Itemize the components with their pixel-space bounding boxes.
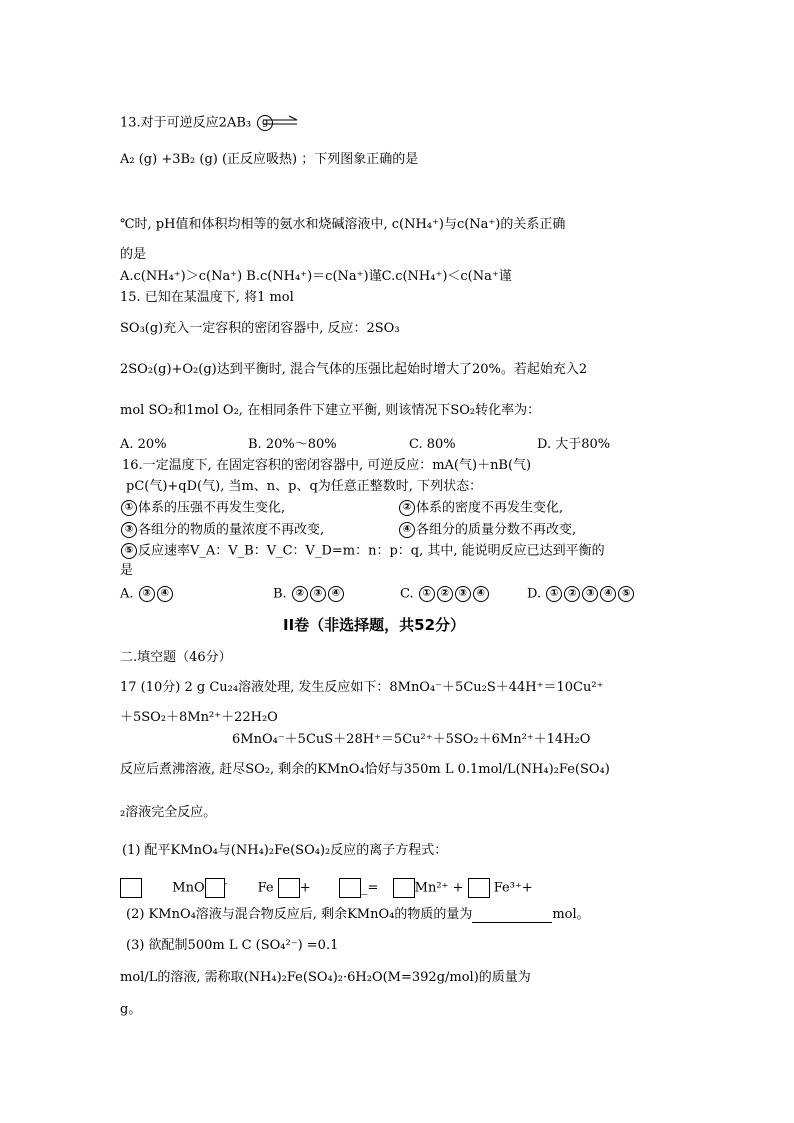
q14-line2: 的是 <box>120 247 147 262</box>
q14-line1: ℃时, pH值和体积均相等的氨水和烧碱溶液中, c(NH₄⁺)与c(Na⁺)的关系正确 <box>120 217 566 232</box>
q15-line3: 2SO₂(g)+O₂(g)达到平衡时, 混合气体的压强比起始时增大了20%。若起始充入2 <box>120 362 588 377</box>
q16-line2: pC(气)+qD(气), 当m、n、p、q为任意正整数时, 下列状态： <box>126 479 483 494</box>
q16-option-c: C. ① ② ③ ④ <box>400 586 490 603</box>
answer-blank[interactable] <box>472 908 552 923</box>
q16-state-2: ② 体系的密度不再发生变化, <box>398 500 563 517</box>
coefficient-box-4[interactable] <box>339 878 361 898</box>
q16-option-a: A. ③ ④ <box>120 586 174 603</box>
q16-state-5: ⑤ 反应速率V_A：V_B：V_C：V_D=m：n：p：q, 其中, 能说明反应已达到平衡的 <box>120 543 605 560</box>
q16-state-5-end: 是 <box>120 563 134 578</box>
q17-line5: ₂溶液完全反应。 <box>120 805 217 820</box>
q17-line4: 反应后煮沸溶液, 赶尽SO₂, 剩余的KMnO₄恰好与350m L 0.1mol/L(NH₄)₂Fe(SO₄) <box>120 762 610 777</box>
q17-sub3-line3: g。 <box>120 1002 142 1017</box>
balance-equation: MnO - Fe + _= Mn²⁺ + Fe³⁺+ <box>120 874 533 898</box>
q15-line1: 15. 已知在某温度下, 将1 mol <box>120 290 294 305</box>
q16-option-b: B. ② ③ ④ <box>273 586 345 603</box>
q13-line1: 13.对于可逆反应2AB₃ g <box>120 115 299 132</box>
q13-line2: A₂ (g) +3B₂ (g) (正反应吸热) ；下列图象正确的是 <box>120 152 419 167</box>
circled-number-2: ② <box>399 500 415 516</box>
coefficient-box-1[interactable] <box>120 878 142 898</box>
coefficient-box-6[interactable] <box>468 878 490 898</box>
q15-option-c: C. 80% <box>409 437 456 452</box>
coefficient-box-2[interactable] <box>205 878 225 898</box>
q14-options: A.c(NH₄⁺)＞c(Na⁺) B.c(NH₄⁺)＝c(Na⁺)谨C.c(NH₄⁺)＜c(Na⁺谨 <box>120 269 512 284</box>
circled-number-4: ④ <box>399 522 415 538</box>
q17-line1: 17 (10分) 2 g Cu₂₄溶液处理, 发生反应如下：8MnO₄⁻＋5Cu₂S＋44H⁺＝10Cu²⁺ <box>120 680 604 695</box>
arrow-label: g <box>257 115 273 131</box>
q17-sub1: (1) 配平KMnO₄与(NH₄)₂Fe(SO₄)₂反应的离子方程式： <box>122 843 448 858</box>
equilibrium-arrow-icon <box>255 115 299 131</box>
q16-option-d: D. ① ② ③ ④ ⑤ <box>527 586 635 603</box>
q17-sub3-line2: mol/L的溶液, 需称取(NH₄)₂Fe(SO₄)₂·6H₂O(M=392g/mol)的质量为 <box>120 970 531 985</box>
q15-option-b: B. 20%～80% <box>248 437 337 452</box>
q15-option-d: D. 大于80% <box>537 437 611 452</box>
circled-number-5: ⑤ <box>121 543 137 559</box>
q15-line4: mol SO₂和1mol O₂, 在相同条件下建立平衡, 则该情况下SO₂转化率为： <box>120 403 541 418</box>
q17-line3: 6MnO₄⁻＋5CuS＋28H⁺＝5Cu²⁺＋5SO₂＋6Mn²⁺＋14H₂O <box>232 732 591 747</box>
part-two-title: II卷（非选择题，共52分） <box>283 616 466 634</box>
q16-state-3: ③ 各组分的物质的量浓度不再改变, <box>120 522 324 539</box>
q17-sub3: (3) 欲配制500m L C (SO₄²⁻) =0.1 <box>126 938 339 953</box>
q16-state-1: ① 体系的压强不再发生变化, <box>120 500 285 517</box>
coefficient-box-5[interactable] <box>393 878 415 898</box>
q15-line2: SO₃(g)充入一定容积的密闭容器中, 反应：2SO₃ <box>120 321 400 336</box>
circled-number-1: ① <box>121 500 137 516</box>
coefficient-box-3[interactable] <box>278 878 300 898</box>
q17-sub2: (2) KMnO₄溶液与混合物反应后, 剩余KMnO₄的物质的量为 mol。 <box>126 907 590 922</box>
section-fill-blank: 二.填空题（46分） <box>120 650 232 665</box>
reversible-arrow-icon <box>255 115 299 131</box>
q16-state-4: ④ 各组分的质量分数不再改变, <box>398 522 576 539</box>
q17-line2: ＋5SO₂＋8Mn²⁺＋22H₂O <box>120 710 278 725</box>
q16-line1: 16.一定温度下, 在固定容积的密闭容器中, 可逆反应：mA(气)＋nB(气) <box>122 458 532 473</box>
q15-option-a: A. 20% <box>120 437 167 452</box>
circled-number-3: ③ <box>121 522 137 538</box>
